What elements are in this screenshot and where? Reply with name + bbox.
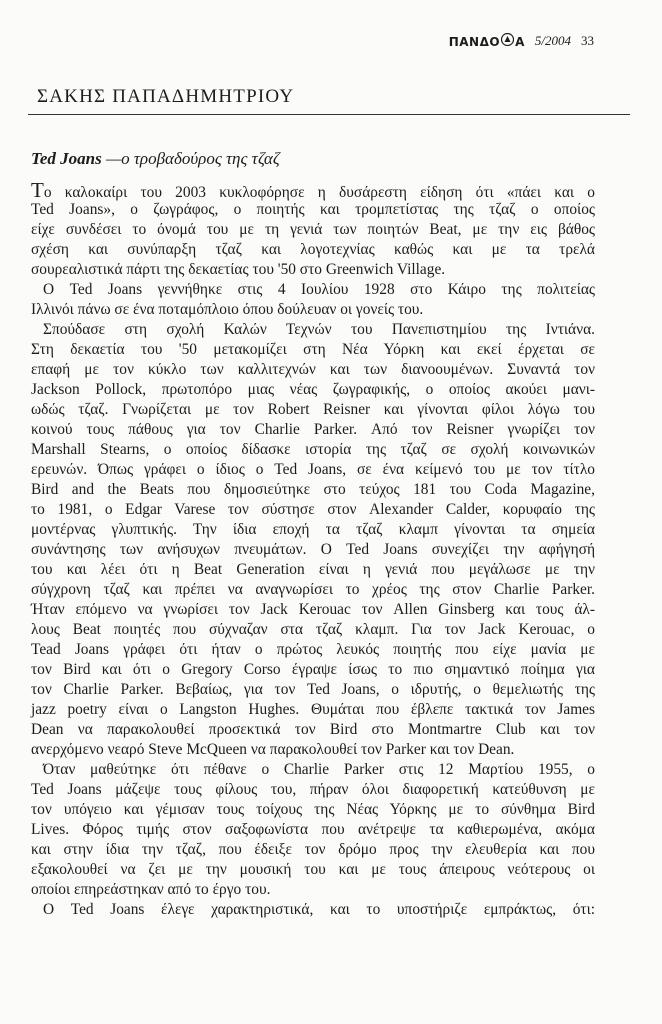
text-line: Ο Ted Joans γεννήθηκε στις 4 Ιουλίου 1928 στο Κάιρο της πολιτείας: [43, 281, 595, 298]
title-name: Ted Joans: [31, 149, 102, 168]
article-body: [31, 180, 595, 920]
text-line: Ο Ted Joans έλεγε χαρακτηριστικά, και το υποστήριζε εμπράκτως, ότι:: [43, 901, 595, 918]
text-line: οποίοι επηρεάστηκαν από το έργο του.: [31, 881, 271, 898]
text-line: Bird and the Beats που δημοσιεύτηκε στο τεύχος 181 του Coda Magazine,: [31, 481, 595, 498]
text-line: Dean να παρακολουθεί προσεκτικά τον Bird στο Montmartre Club και τον: [31, 721, 595, 738]
text-line: λους Beat ποιητές που σύχναζαν στα τζαζ κλαμπ. Για τον Jack Kerouac, ο: [31, 621, 595, 638]
text-line: είχε συνδέσει το όνομά του με τη γενιά των ποιητών Beat, με την εις βάθος: [31, 221, 595, 238]
text-line: Σπούδασε στη σχολή Καλών Τεχνών του Πανεπιστημίου της Ιντιάνα.: [43, 321, 595, 338]
text-line: ανερχόμενο νεαρό Steve McQueen να παρακολουθεί τον Parker και τον Dean.: [31, 741, 515, 758]
text-line: Ted Joans μάζεψε τους φίλους του, πήραν όλοι διαφορετική κατεύθυνση με: [31, 781, 595, 798]
text-line: του και λέει ότι η Beat Generation είναι η γενιά που μεγάλωσε με την: [31, 561, 595, 578]
text-line: το 1981, ο Edgar Varese τον σύστησε στον Alexander Calder, κορυφαίο της: [31, 501, 595, 518]
text-line: jazz poetry είναι ο Langston Hughes. Θυμάται που έβλεπε τακτικά τον James: [31, 701, 595, 718]
text-line: Ted Joans», ο ζωγράφος, ο ποιητής και τρομπετίστας της τζαζ ο οποίος: [31, 201, 595, 218]
running-head: [449, 33, 594, 49]
text-line: τον Bird και ότι ο Gregory Corso έγραψε ίσως το πιο σημαντικό ποίημα για: [31, 661, 595, 678]
text-line: επαφή με τον κύκλο των καλλιτεχνών και των διανοουμένων. Συναντά τον: [31, 361, 595, 378]
text-line: Tead Joans γράφει ότι ήταν ο πρώτος λευκός ποιητής που είχε μανία με: [31, 641, 595, 658]
text-line: Όταν μαθεύτηκε ότι πέθανε ο Charlie Parker στις 12 Μαρτίου 1955, ο: [43, 761, 595, 778]
text-line: Ήταν επόμενο να γνωρίσει τον Jack Kerouac τον Allen Ginsberg και τους άλ-: [31, 601, 595, 618]
text-line: Στη δεκαετία του '50 μετακομίζει στη Νέα Υόρκη και εκεί έρχεται σε: [31, 341, 595, 358]
text-line: τον υπόγειο και γέμισαν τους τοίχους της Νέας Υόρκης με το σύνθημα Bird: [31, 801, 595, 818]
text-line: ερευνών. Όπως γράφει ο ίδιος ο Ted Joans, σε ένα κείμενό του με τον τίτλο: [31, 461, 595, 478]
text-line: σουρεαλιστικά πάρτι της δεκαετίας του '50 στο Greenwich Village.: [31, 261, 446, 278]
journal-name: [449, 33, 525, 49]
text-line: Marshall Stearns, ο οποίος δίδασκε ιστορία της τζαζ σε σχολή κοινωνικών: [31, 441, 595, 458]
title-subtitle: —ο τροβαδούρος της τζαζ: [105, 149, 280, 168]
page-number: 33: [581, 33, 594, 48]
text-line: εξακολουθεί να ζει με την μουσική του και με τους άπειρους νεότερους οι: [31, 861, 595, 878]
text-line: μοντέρνας γλυπτικής. Την ίδια εποχή τα τζαζ κλαμπ γίνονται τα σημεία: [31, 521, 595, 538]
text-line: σχέση και συνύπαρξη τζαζ και λογοτεχνίας καθώς και με τα τρελά: [31, 241, 595, 258]
journal-name-text: ΠΑΝΔΟ Α: [448, 35, 525, 49]
text-line: Το καλοκαίρι του 2003 κυκλοφόρησε η δυσάρεστη είδηση ότι «πάει και ο: [31, 178, 595, 202]
header-rule: [28, 114, 630, 115]
text-line: τον Charlie Parker. Βεβαίως, για τον Ted Joans, ο ιδρυτής, ο θεμελιωτής της: [31, 681, 595, 698]
text-line: Ιλλινόι πάνω σε ένα ποταμόπλοιο όπου δούλευαν οι γονείς του.: [31, 301, 424, 318]
author-name: ΣΑΚΗΣ ΠΑΠΑΔΗΜΗΤΡΙΟΥ: [37, 86, 295, 107]
article-title: [31, 149, 280, 169]
text-line: Jackson Pollock, πρωτοπόρο μιας νέας ζωγραφικής, ο οποίος ακούει μανι-: [31, 381, 595, 398]
text-line: σύγχρονη τζαζ και πρέπει να αναγνωρίσει το χρέος της στον Charlie Parker.: [31, 581, 595, 598]
text-line: κοινού τους πάθους για τον Charlie Parker. Από τον Reisner γνωρίζει τον: [31, 421, 595, 438]
text-line: ωδώς τζαζ. Γνωρίζεται με τον Robert Reisner και γίνονται φίλοι λόγω του: [31, 401, 595, 418]
text-line: και στην ίδια την τζαζ, που έδειξε τον δρόμο προς την ελευθερία και που: [31, 841, 595, 858]
text-line: Lives. Φόρος τιμής στον σαξοφωνίστα που ανέτρεψε τα καθιερωμένα, ακόμα: [31, 821, 595, 838]
issue-number: 5/2004: [534, 33, 571, 48]
pandora-logo-icon: [501, 33, 514, 46]
text-line: συνάντησης των ανήσυχων πνευμάτων. Ο Ted Joans συνεχίζει την αφήγησή: [31, 541, 595, 558]
